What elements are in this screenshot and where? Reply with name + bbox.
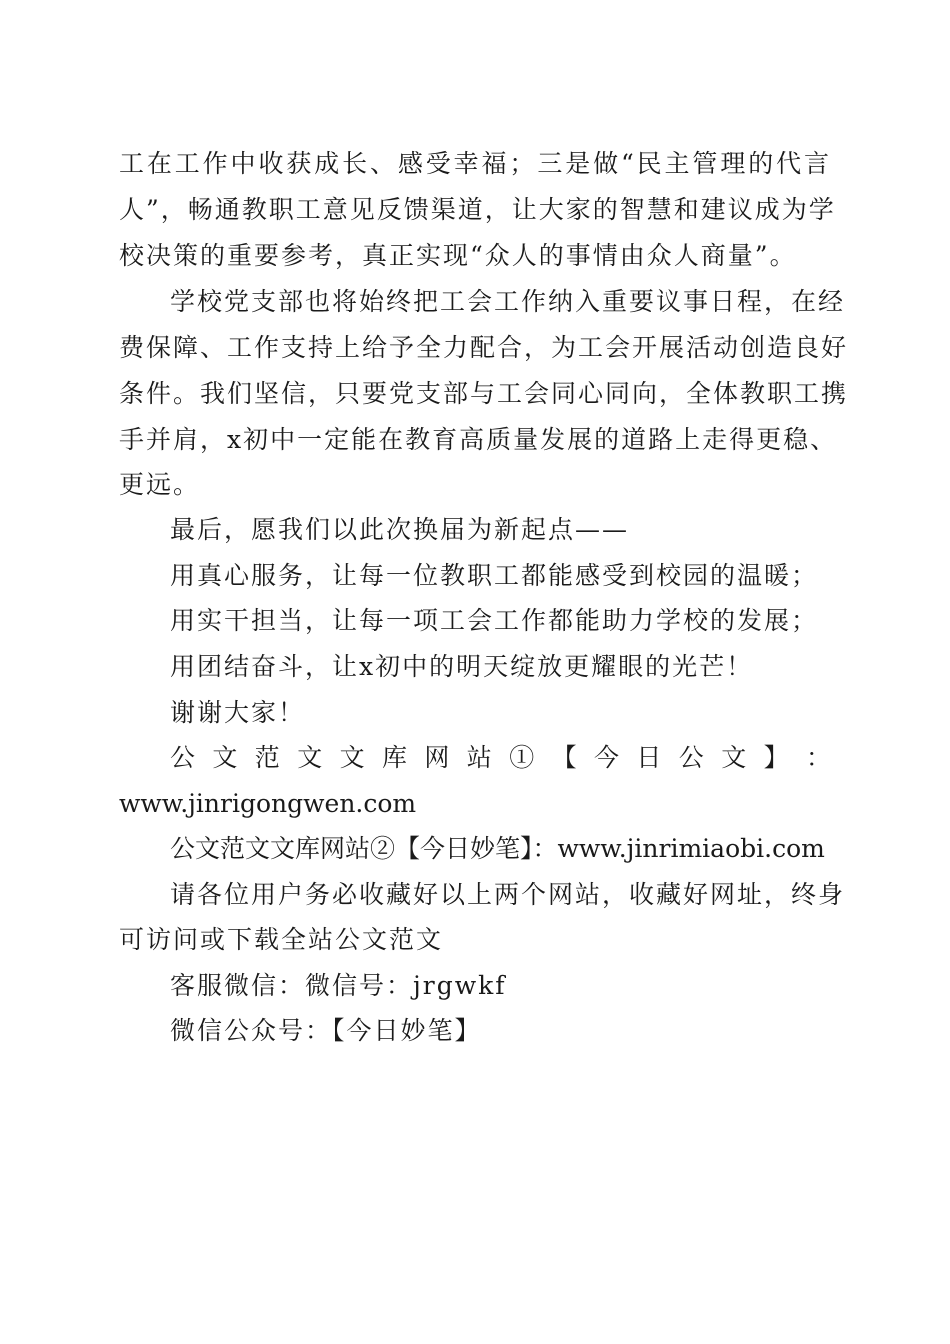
closing-line-1: 最后，愿我们以此次换届为新起点—— xyxy=(170,515,630,544)
official-account: 微信公众号：【今日妙笔】 xyxy=(170,1016,482,1045)
closing-line-2: 用真心服务，让每一位教职工都能感受到校园的温暖； xyxy=(170,561,819,590)
site1-label: 公 文 范 文 文 库 网 站 ① 【 今 日 公 文 】 ： xyxy=(170,743,832,772)
paragraph-2-line-3: 条件。我们坚信，只要党支部与工会同心同向，全体教职工携 xyxy=(119,379,849,408)
paragraph-1-line-3: 校决策的重要参考，真正实现“众人的事情由众人商量”。 xyxy=(119,241,797,270)
paragraph-1-line-2: 人”，畅通教职工意见反馈渠道，让大家的智慧和建议成为学 xyxy=(119,195,836,224)
bookmark-notice-line-2: 可访问或下载全站公文范文 xyxy=(119,925,444,954)
paragraph-2-line-5: 更远。 xyxy=(119,470,201,499)
paragraph-1-line-1: 工在工作中收获成长、感受幸福；三是做“民主管理的代言 xyxy=(119,149,831,178)
paragraph-2-line-2: 费保障、工作支持上给予全力配合，为工会开展活动创造良好 xyxy=(119,333,849,362)
paragraph-2-line-1: 学校党支部也将始终把工会工作纳入重要议事日程，在经 xyxy=(170,287,846,316)
service-wechat: 客服微信：微信号：jrgwkf xyxy=(170,971,507,1000)
site1-url: www.jinrigongwen.com xyxy=(119,789,417,818)
closing-line-4: 用团结奋斗，让x初中的明天绽放更耀眼的光芒！ xyxy=(170,652,754,681)
closing-line-3: 用实干担当，让每一项工会工作都能助力学校的发展； xyxy=(170,606,819,635)
paragraph-2-line-4: 手并肩，x初中一定能在教育高质量发展的道路上走得更稳、 xyxy=(119,425,838,454)
bookmark-notice-line-1: 请各位用户务必收藏好以上两个网站，收藏好网址，终身 xyxy=(170,880,846,909)
site2-line: 公文范文文库网站②【今日妙笔】：www.jinrimiaobi.com xyxy=(170,834,825,863)
closing-line-5: 谢谢大家！ xyxy=(170,698,306,727)
